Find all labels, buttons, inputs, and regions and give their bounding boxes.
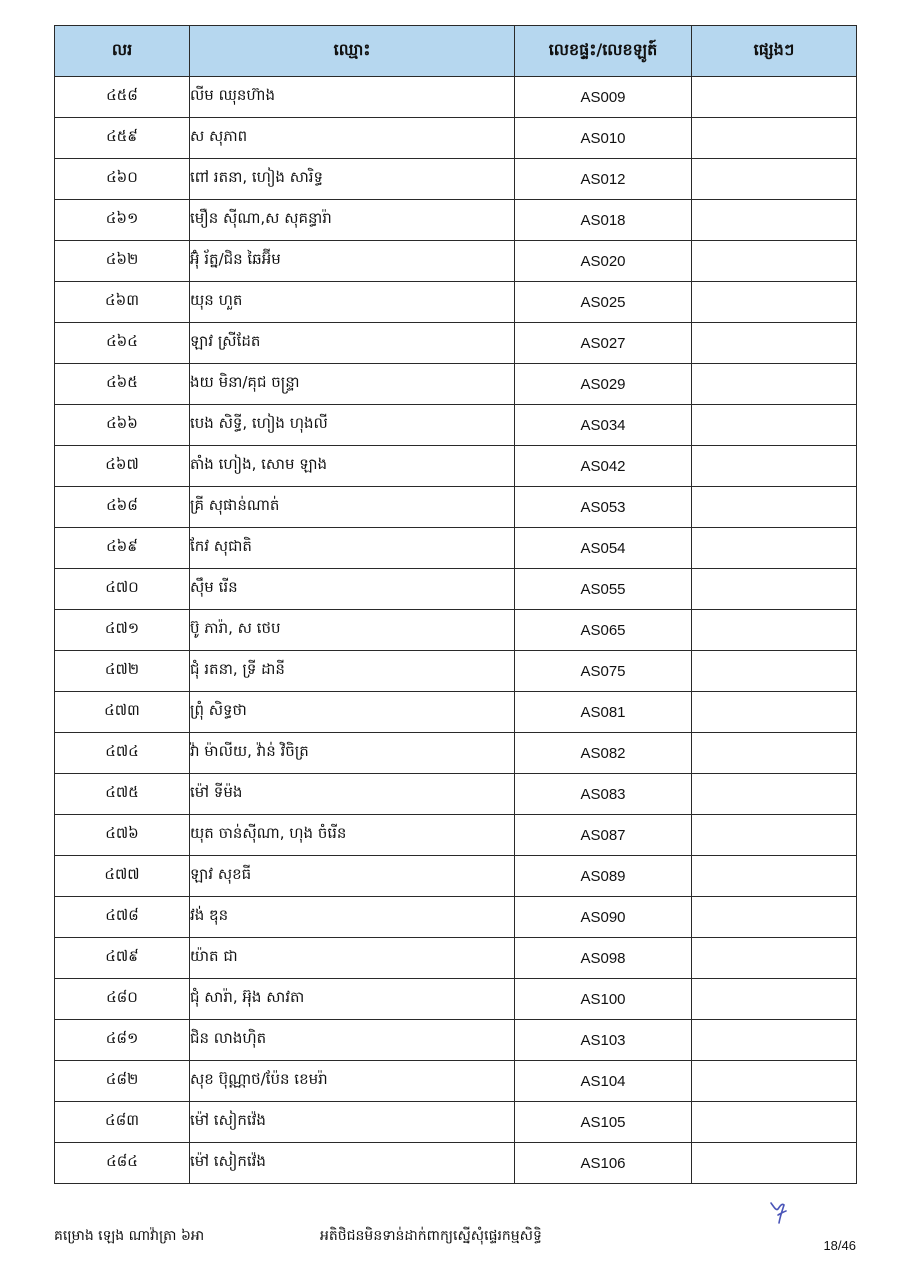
table-row <box>55 651 857 692</box>
table-header <box>55 26 857 77</box>
row-number: ៤៦៧ <box>55 446 190 487</box>
row-house-lot: AS027 <box>515 323 692 364</box>
row-house-lot: AS100 <box>515 979 692 1020</box>
row-name: វង់ ឌុន <box>190 897 515 938</box>
row-name: សុខ ប៊ុណ្ណាថ/ប៉ែន ខេមរ៉ា <box>190 1061 515 1102</box>
row-name: ជិន លាងហ៊ិត <box>190 1020 515 1061</box>
row-house-lot: AS104 <box>515 1061 692 1102</box>
row-name: ងយ មិនា/គុជ ចន្ទ្រា <box>190 364 515 405</box>
row-number: ៤៦៦ <box>55 405 190 446</box>
row-house-lot: AS010 <box>515 118 692 159</box>
row-other <box>692 1102 857 1143</box>
table-row <box>55 815 857 856</box>
row-number: ៤៦៩ <box>55 528 190 569</box>
table-row <box>55 938 857 979</box>
row-name: ម៉ៅ សៀកវ៉េង <box>190 1143 515 1184</box>
table-row <box>55 77 857 118</box>
row-name: ម៉ៅ ទីម៉ង <box>190 774 515 815</box>
row-number: ៤៨៣ <box>55 1102 190 1143</box>
initial-mark-icon <box>766 1197 794 1227</box>
row-other <box>692 569 857 610</box>
row-other <box>692 692 857 733</box>
row-number: ៤៨១ <box>55 1020 190 1061</box>
row-house-lot: AS065 <box>515 610 692 651</box>
row-number: ៤៦៣ <box>55 282 190 323</box>
row-other <box>692 159 857 200</box>
row-house-lot: AS075 <box>515 651 692 692</box>
row-name: ជុំ សារ៉ា, អ៊ុង សាវតា <box>190 979 515 1020</box>
row-other <box>692 610 857 651</box>
table-row <box>55 282 857 323</box>
table-row <box>55 405 857 446</box>
row-name: លីម ឈុនហ៊ាង <box>190 77 515 118</box>
row-name: ជុំ រតនា, ទ្រី ដានី <box>190 651 515 692</box>
row-other <box>692 241 857 282</box>
row-number: ៤៧៩ <box>55 938 190 979</box>
row-name: វ៉ា ម៉ាលីយ, វ៉ាន់ វិចិត្រ <box>190 733 515 774</box>
table-row <box>55 979 857 1020</box>
row-name: ប៊ូ ភារ៉ា, ស ថេប <box>190 610 515 651</box>
row-other <box>692 897 857 938</box>
row-house-lot: AS029 <box>515 364 692 405</box>
row-house-lot: AS053 <box>515 487 692 528</box>
table-row <box>55 692 857 733</box>
row-name: យុន ហួត <box>190 282 515 323</box>
row-other <box>692 200 857 241</box>
row-other <box>692 856 857 897</box>
table-row <box>55 1102 857 1143</box>
header-row <box>55 26 857 77</box>
table-row <box>55 897 857 938</box>
row-name: គ្រី សុផាន់ណាត់ <box>190 487 515 528</box>
header-other: ផ្សេងៗ <box>692 26 857 77</box>
row-house-lot: AS054 <box>515 528 692 569</box>
row-name: យ៉ាត ជា <box>190 938 515 979</box>
row-number: ៤៧៥ <box>55 774 190 815</box>
customer-table <box>54 25 857 1184</box>
row-house-lot: AS042 <box>515 446 692 487</box>
table-row <box>55 323 857 364</box>
row-name: ស៊ឹម រើន <box>190 569 515 610</box>
row-name: ឡាវ សុខធី <box>190 856 515 897</box>
initial-stroke <box>771 1203 786 1223</box>
table-row <box>55 610 857 651</box>
row-house-lot: AS103 <box>515 1020 692 1061</box>
row-other <box>692 1061 857 1102</box>
header-number: លរ <box>55 26 190 77</box>
row-other <box>692 282 857 323</box>
table-row <box>55 774 857 815</box>
header-name: ឈ្មោះ <box>190 26 515 77</box>
row-name: ម៉ៅ សៀកវ៉េង <box>190 1102 515 1143</box>
row-number: ៤៦៤ <box>55 323 190 364</box>
row-house-lot: AS012 <box>515 159 692 200</box>
row-house-lot: AS009 <box>515 77 692 118</box>
row-number: ៤៦២ <box>55 241 190 282</box>
row-house-lot: AS025 <box>515 282 692 323</box>
row-number: ៤៨៤ <box>55 1143 190 1184</box>
row-other <box>692 405 857 446</box>
footer-description: អតិថិជនមិនទាន់ដាក់ពាក្យស្នើសុំផ្ទេរកម្មសិទ្ធិ <box>320 1228 542 1244</box>
row-house-lot: AS081 <box>515 692 692 733</box>
row-name: ពៅ រតនា, ហៀង សារិទ្ធ <box>190 159 515 200</box>
row-name: កែវ សុជាតិ <box>190 528 515 569</box>
table-row <box>55 200 857 241</box>
footer-project: គម្រោង ឡេង ណាវ៉ាត្រា ៦អា <box>54 1228 205 1244</box>
table-row <box>55 1061 857 1102</box>
row-house-lot: AS034 <box>515 405 692 446</box>
row-number: ៤៧៤ <box>55 733 190 774</box>
table-row <box>55 446 857 487</box>
row-house-lot: AS105 <box>515 1102 692 1143</box>
row-number: ៤៧១ <box>55 610 190 651</box>
row-other <box>692 323 857 364</box>
row-number: ៤៧៨ <box>55 897 190 938</box>
table-row <box>55 856 857 897</box>
row-other <box>692 733 857 774</box>
row-number: ៤៦៨ <box>55 487 190 528</box>
row-other <box>692 1020 857 1061</box>
row-number: ៤៦១ <box>55 200 190 241</box>
table-row <box>55 1143 857 1184</box>
row-other <box>692 651 857 692</box>
row-other <box>692 528 857 569</box>
row-number: ៤៧០ <box>55 569 190 610</box>
row-house-lot: AS055 <box>515 569 692 610</box>
table-row <box>55 241 857 282</box>
row-house-lot: AS106 <box>515 1143 692 1184</box>
row-number: ៤៨០ <box>55 979 190 1020</box>
row-other <box>692 118 857 159</box>
row-house-lot: AS018 <box>515 200 692 241</box>
row-name: ស សុភាព <box>190 118 515 159</box>
row-house-lot: AS098 <box>515 938 692 979</box>
row-number: ៤៧៧ <box>55 856 190 897</box>
row-other <box>692 774 857 815</box>
table-row <box>55 528 857 569</box>
row-number: ៤៧២ <box>55 651 190 692</box>
row-number: ៤៥៩ <box>55 118 190 159</box>
page-number: 18/46 <box>823 1238 856 1253</box>
row-house-lot: AS082 <box>515 733 692 774</box>
row-number: ៤៦៥ <box>55 364 190 405</box>
row-name: ឡាវ ស្រីដែត <box>190 323 515 364</box>
row-number: ៤៨២ <box>55 1061 190 1102</box>
row-name: អ៊ុំ រ័ត្ន/ជិន ឆៃអ៊ីម <box>190 241 515 282</box>
row-other <box>692 938 857 979</box>
row-other <box>692 364 857 405</box>
row-house-lot: AS087 <box>515 815 692 856</box>
row-name: ព្រុំ សិទ្ធថា <box>190 692 515 733</box>
table-row <box>55 118 857 159</box>
table-body <box>55 77 857 1184</box>
row-other <box>692 815 857 856</box>
table-row <box>55 569 857 610</box>
table-row <box>55 487 857 528</box>
row-name: យុត ចាន់ស៊ីណា, ហុង ចំរើន <box>190 815 515 856</box>
table-row <box>55 159 857 200</box>
row-house-lot: AS083 <box>515 774 692 815</box>
row-number: ៤៦០ <box>55 159 190 200</box>
row-number: ៤៧៦ <box>55 815 190 856</box>
row-other <box>692 446 857 487</box>
handwritten-initial <box>766 1197 794 1231</box>
table-row <box>55 733 857 774</box>
row-other <box>692 1143 857 1184</box>
row-name: បេង សិទ្ធី, ហៀង ហុងលី <box>190 405 515 446</box>
row-number: ៤៥៨ <box>55 77 190 118</box>
row-other <box>692 979 857 1020</box>
table-row <box>55 1020 857 1061</box>
row-number: ៤៧៣ <box>55 692 190 733</box>
row-name: មឿន ស៊ីណា,ស សុគន្ធារ៉ា <box>190 200 515 241</box>
header-house-lot: លេខផ្ទះ/លេខឡូត៍ <box>515 26 692 77</box>
row-house-lot: AS090 <box>515 897 692 938</box>
row-other <box>692 487 857 528</box>
row-name: តាំង ហៀង, សោម ឡាង <box>190 446 515 487</box>
table-row <box>55 364 857 405</box>
row-house-lot: AS089 <box>515 856 692 897</box>
row-house-lot: AS020 <box>515 241 692 282</box>
row-other <box>692 77 857 118</box>
